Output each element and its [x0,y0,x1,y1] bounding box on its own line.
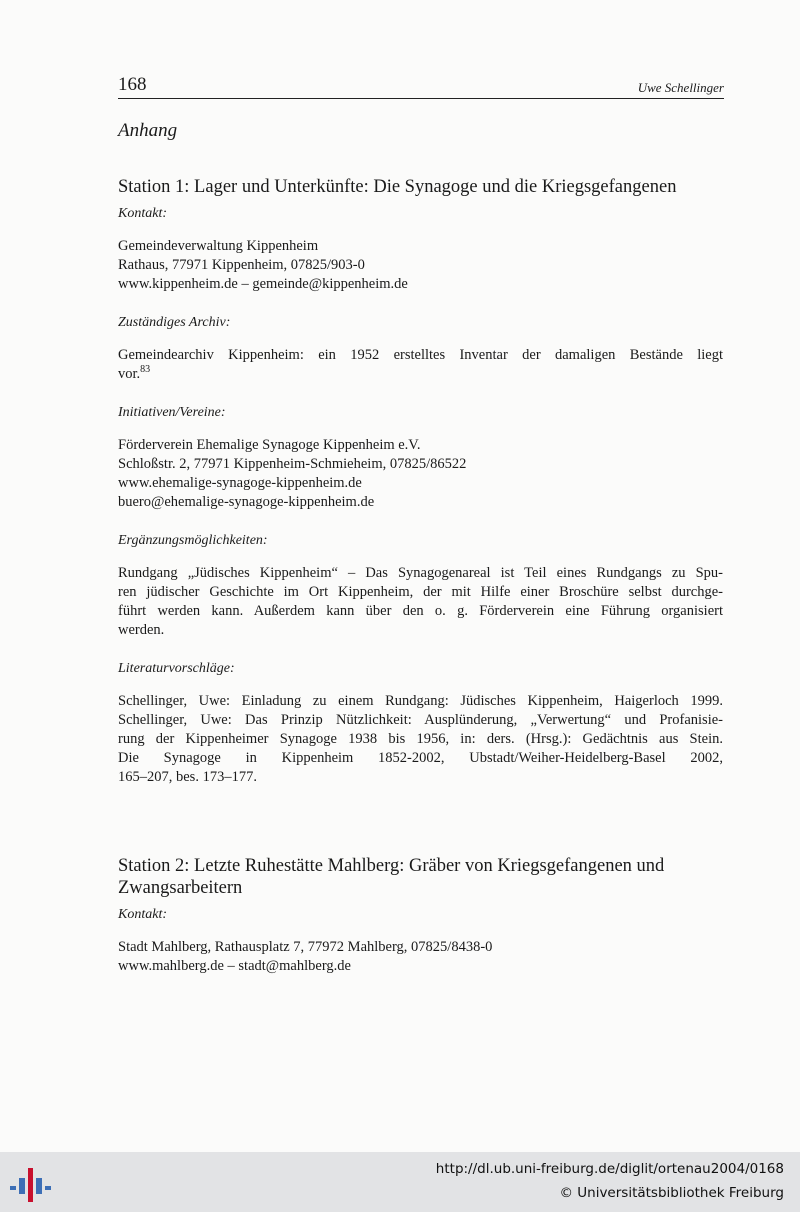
university-library-logo-icon [8,1164,52,1204]
station-1-literature-label: Literaturvorschläge: [118,661,235,676]
station-1 [118,176,723,787]
station-1-supplements-label: Ergänzungsmöglichkeiten: [118,533,268,548]
running-head-author: Uwe Schellinger [637,80,724,95]
footnote-marker: 83 [140,364,151,376]
station-1-archive-label: Zuständiges Archiv: [118,315,231,330]
page-content [118,118,723,976]
station-2 [118,855,723,976]
station-1-initiatives-label: Initiativen/Vereine: [118,405,226,420]
station-1-initiatives: Förderverein Ehemalige Synagoge Kippenheim e.V. Schloßstr. 2, 77971 Kippenheim-Schmieheim, 07825/86522 www.ehemalige-synagoge-kippenheim.de buero@ehemalige-synagoge-kippenheim.de [118,437,467,510]
station-1-contact-label: Kontakt: [118,206,167,221]
footer-bar [0,1152,800,1212]
station-1-literature: Schellinger, Uwe: Einladung zu einem Rundgang: Jüdisches Kippenheim, Haigerloch 1999. Schellinger, Uwe: Das Prinzip Nützlichkeit: Ausplünderung, „Verwertung“ und Profanisie- rung der Kippenheimer Synagoge 1938 bis 1956, in: ders. (Hrsg.): Gedächtnis aus Stein. Die Synagoge in Kippenheim 1852-2002, Ubstadt/Weiher-Heidelberg-Basel 2002, 165–207, bes. 173–177. [118,693,723,785]
station-1-title: Station 1: Lager und Unterkünfte: Die Synagoge und die Kriegsgefangenen [118,177,677,197]
station-2-title: Station 2: Letzte Ruhestätte Mahlberg: Gräber von Kriegsgefangenen und Zwangsarbeitern [118,856,665,898]
page-number: 168 [118,74,147,95]
section-title: Anhang [118,120,178,141]
station-1-supplements: Rundgang „Jüdisches Kippenheim“ – Das Synagogenareal ist Teil eines Rundgangs zu Spu- ren jüdischer Geschichte im Ort Kippenheim, der mit Hilfe einer Broschüre selbst durchge- führt werden kann. Außerdem kann über den o. g. Förderverein eine Führung organisiert werden. [118,565,723,638]
source-url-link[interactable]: http://dl.ub.uni-freiburg.de/diglit/ortenau2004/0168 [435,1161,784,1177]
station-2-contact-label: Kontakt: [118,907,167,922]
page-header [118,74,724,99]
station-2-contact: Stadt Mahlberg, Rathausplatz 7, 77972 Mahlberg, 07825/8438-0 www.mahlberg.de – stadt@mahlberg.de [118,939,493,974]
copyright-text: © Universitätsbibliothek Freiburg [559,1185,784,1201]
station-1-archive: Gemeindearchiv Kippenheim: ein 1952 erstelltes Inventar der damaligen Bestände liegt vor.$^{83}$ [118,347,723,382]
station-1-contact: Gemeindeverwaltung Kippenheim Rathaus, 77971 Kippenheim, 07825/903-0 www.kippenheim.de – gemeinde@kippenheim.de [118,238,408,292]
